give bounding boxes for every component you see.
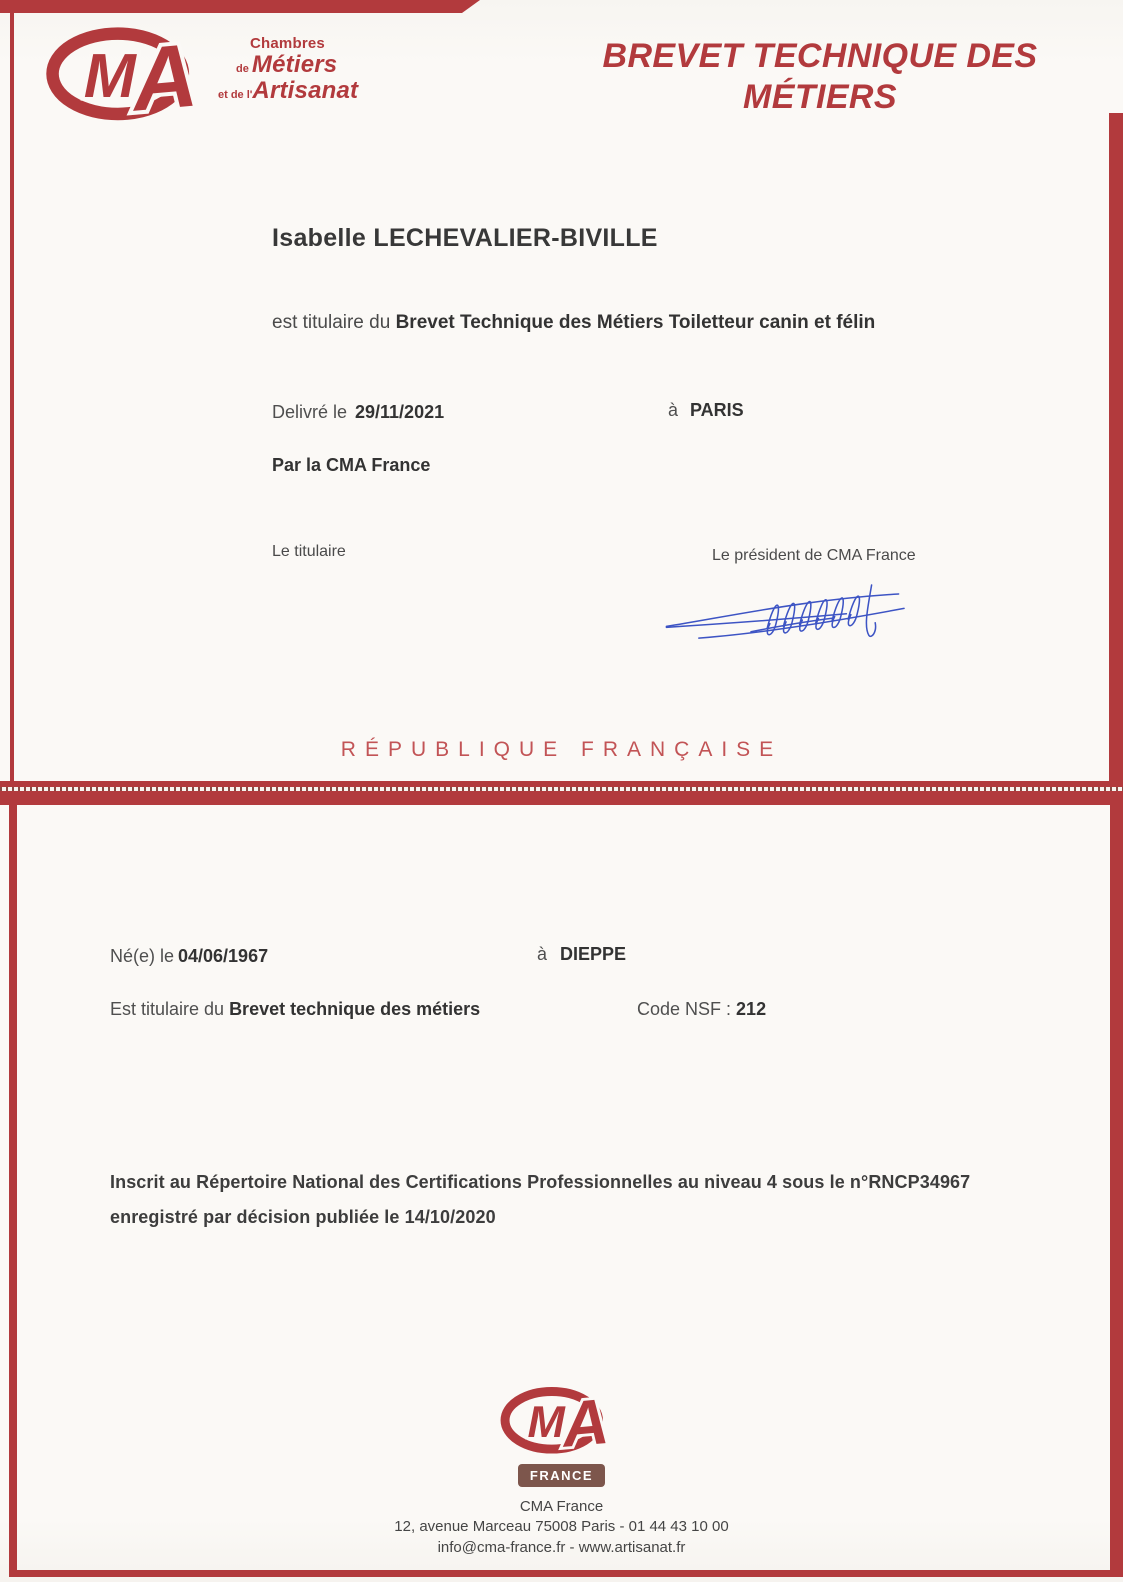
france-badge-wrap bbox=[0, 1464, 1123, 1487]
footer-address: 12, avenue Marceau 75008 Paris - 01 44 43 10 00 bbox=[394, 1518, 729, 1535]
footer-org-name: CMA France bbox=[519, 1498, 604, 1515]
certificate-title-line1: BREVET TECHNIQUE DES bbox=[602, 37, 1038, 75]
cma-logo-icon bbox=[42, 22, 222, 122]
titular-diploma: Brevet technique des métiers bbox=[229, 999, 481, 1019]
titular-statement bbox=[272, 312, 875, 334]
nsf-label: Code NSF : bbox=[637, 999, 737, 1019]
divider-lower-band bbox=[0, 791, 1123, 805]
holder-signature-caption: Le titulaire bbox=[272, 543, 346, 560]
born-label: Né(e) le bbox=[110, 946, 175, 966]
born-date: 04/06/1967 bbox=[178, 946, 269, 966]
footer-logo-letter-a: A bbox=[558, 1384, 611, 1456]
titular-statement-prefix: est titulaire du bbox=[272, 312, 396, 333]
president-signature-caption: Le président de CMA France bbox=[712, 547, 916, 564]
titular-statement-diploma: Brevet Technique des Métiers Toiletteur canin et félin bbox=[395, 312, 876, 333]
rncp-statement-line2: enregistré par décision publiée le 14/10/2020 bbox=[110, 1207, 496, 1227]
holder-name: Isabelle LECHEVALIER-BIVILLE bbox=[272, 224, 658, 252]
top-bar-rule bbox=[0, 0, 480, 13]
titular-prefix: Est titulaire du bbox=[110, 999, 230, 1019]
place-label: à bbox=[668, 400, 679, 420]
certificate-title-line2: MÉTIERS bbox=[743, 78, 897, 117]
issuer-line: Par la CMA France bbox=[272, 455, 431, 475]
footer-cma-logo-icon bbox=[0, 1382, 1123, 1461]
delivered-date: 29/11/2021 bbox=[355, 402, 445, 422]
rncp-statement-line1: Inscrit au Répertoire National des Certifications Professionnelles au niveau 4 sous le n°RNCP34967 bbox=[110, 1172, 971, 1192]
nsf-code bbox=[637, 999, 766, 1020]
france-badge: FRANCE bbox=[518, 1464, 605, 1487]
footer-logo-letter-m: M bbox=[526, 1396, 565, 1447]
delivered-label: Delivré le bbox=[272, 402, 348, 422]
president-signature bbox=[652, 576, 922, 653]
logo-wordmark bbox=[218, 36, 358, 103]
logo-letter-a: A bbox=[127, 24, 201, 122]
nsf-value: 212 bbox=[736, 999, 767, 1019]
certificate-title bbox=[540, 36, 1100, 119]
birth-place-value: DIEPPE bbox=[560, 944, 627, 964]
section-divider bbox=[0, 781, 1123, 805]
wordmark-metiers: de Métiers bbox=[236, 51, 338, 79]
birth-place-label: à bbox=[537, 944, 548, 964]
footer-contact: info@cma-france.fr - www.artisanat.fr bbox=[437, 1539, 686, 1556]
wordmark-chambres: Chambres bbox=[250, 35, 325, 52]
right-rule bbox=[1109, 113, 1123, 781]
logo-letter-m: M bbox=[83, 41, 136, 111]
left-rule bbox=[10, 13, 14, 781]
republic-caption: RÉPUBLIQUE FRANÇAISE bbox=[340, 738, 783, 761]
wordmark-artisanat: et de l'Artisanat bbox=[218, 76, 359, 104]
place-value: PARIS bbox=[690, 400, 744, 420]
titular-row bbox=[110, 999, 480, 1020]
